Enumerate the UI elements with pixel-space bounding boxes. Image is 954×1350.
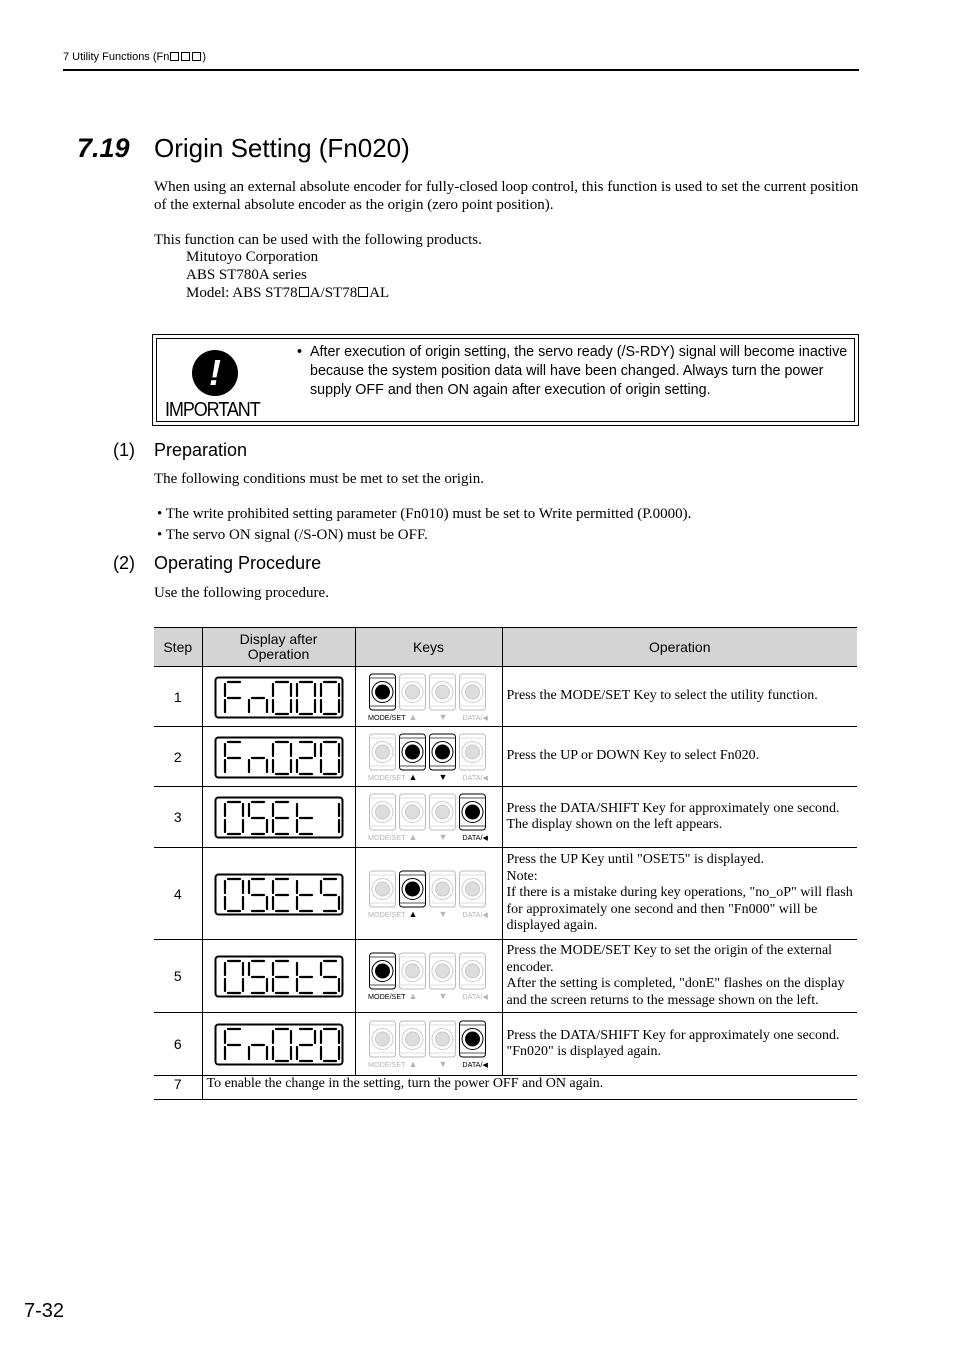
- operation-line: Note:: [506, 868, 538, 884]
- led-display: [214, 871, 344, 917]
- placeholder-box-icon: [192, 52, 201, 61]
- key-label-mode: MODE/SET: [367, 833, 406, 842]
- display-cell: [202, 1013, 355, 1076]
- key-label-data: DATA/◀: [461, 772, 488, 782]
- display-header-line: Display after: [239, 631, 318, 647]
- operator-keypad: [368, 792, 490, 842]
- led-display: [214, 953, 344, 999]
- keys-cell: [355, 848, 502, 940]
- condition-item: • The servo ON signal (/S-ON) must be OFF.: [157, 527, 428, 543]
- key-data-pressed: [459, 794, 485, 830]
- exclamation-icon: !: [192, 350, 238, 396]
- procedure-lead: Use the following procedure.: [154, 585, 329, 601]
- display-digits: [225, 742, 339, 774]
- placeholder-box-icon: [299, 287, 309, 297]
- operation-cell: [502, 727, 857, 787]
- operation-line: Press the MODE/SET Key to set the origin of the external encoder.: [506, 943, 833, 975]
- table-row: [154, 727, 857, 787]
- led-display: [214, 734, 344, 780]
- key-label-up: ▲: [408, 771, 417, 782]
- key-label-data: DATA/◀: [461, 909, 488, 919]
- operation-line: Press the UP Key until "OSET5" is displayed.: [506, 852, 764, 868]
- keys-cell: [355, 940, 502, 1013]
- key-label-down: ▼: [438, 771, 447, 782]
- product-series: ABS ST780A series: [186, 267, 307, 283]
- col-header-step: Step: [154, 628, 202, 667]
- step-number: 6: [154, 1013, 202, 1076]
- operation-line: Press the DATA/SHIFT Key for approximately one second.: [506, 800, 840, 816]
- step-number: 2: [154, 727, 202, 787]
- subsection-title: Preparation: [154, 440, 248, 460]
- header-rule: [63, 69, 859, 71]
- keys-cell: [355, 787, 502, 848]
- key-down: [429, 794, 455, 830]
- operator-keypad: [368, 951, 490, 1001]
- operation-line: Press the UP or DOWN Key to select Fn020.: [506, 748, 760, 764]
- table-row: [154, 940, 857, 1013]
- key-down: [429, 1021, 455, 1057]
- important-label: IMPORTANT: [165, 399, 260, 421]
- key-label-down: ▼: [438, 991, 447, 1001]
- important-inner-frame: [156, 338, 855, 422]
- step-number: 1: [154, 667, 202, 727]
- key-label-data: DATA/◀: [461, 1060, 488, 1069]
- table-row: [154, 667, 857, 727]
- key-data: [459, 953, 485, 989]
- operation-cell: [502, 667, 857, 727]
- key-down: [429, 953, 455, 989]
- key-label-up: ▲: [408, 1059, 417, 1069]
- placeholder-box-icon: [170, 52, 179, 61]
- important-text: [297, 343, 852, 400]
- operation-line: "Fn020" is displayed again.: [506, 1044, 662, 1059]
- key-label-up: ▲: [408, 908, 417, 919]
- important-box: [152, 334, 859, 426]
- table-row: [154, 1013, 857, 1076]
- key-label-down: ▼: [438, 711, 447, 722]
- running-header-text: 7 Utility Functions (Fn: [63, 51, 170, 63]
- keys-cell: [355, 667, 502, 727]
- key-up-pressed: [399, 871, 425, 907]
- subsection-title: Operating Procedure: [154, 553, 322, 573]
- model-mid: A/ST78: [309, 285, 358, 301]
- products-lead: This function can be used with the following products.: [154, 232, 482, 248]
- preparation-lead: The following conditions must be met to set the origin.: [154, 471, 484, 487]
- key-label-up: ▲: [408, 991, 417, 1001]
- table-header-row: [154, 628, 857, 667]
- product-model: [186, 285, 389, 303]
- model-suffix: AL: [369, 285, 390, 301]
- led-display: [214, 1021, 344, 1067]
- operation-cell: [502, 787, 857, 848]
- operation-line: Press the DATA/SHIFT Key for approximately one second.: [506, 1027, 840, 1043]
- key-label-up: ▲: [408, 711, 417, 722]
- model-prefix: Model: ABS ST78: [186, 285, 298, 301]
- keys-cell: [355, 1013, 502, 1076]
- running-header: [63, 51, 206, 63]
- section-number: 7.19: [77, 133, 130, 163]
- key-label-mode: MODE/SET: [367, 992, 406, 1001]
- led-display: [214, 794, 344, 840]
- final-step-text: To enable the change in the setting, turn the power OFF and ON again.: [202, 1076, 857, 1100]
- operation-cell: [502, 848, 857, 940]
- led-display: [214, 674, 344, 720]
- display-cell: [202, 727, 355, 787]
- key-data: [459, 674, 485, 710]
- display-digits: [225, 961, 339, 993]
- key-up: [399, 674, 425, 710]
- step-number: 5: [154, 940, 202, 1013]
- key-data: [459, 871, 485, 907]
- key-label-down: ▼: [438, 1059, 447, 1069]
- running-header-end: ): [202, 51, 207, 63]
- key-label-data: DATA/◀: [461, 833, 488, 842]
- key-label-mode: MODE/SET: [367, 909, 406, 919]
- operation-line: The display shown on the left appears.: [506, 817, 723, 832]
- operation-line: If there is a mistake during key operations, "no_oP" will flash for approximately one second and then "Fn000" will be displayed again.: [506, 885, 853, 934]
- col-header-keys: Keys: [355, 628, 502, 667]
- step-number: 3: [154, 787, 202, 848]
- key-up: [399, 1021, 425, 1057]
- bullet-icon: •: [297, 344, 303, 360]
- col-header-operation: Operation: [502, 628, 857, 667]
- display-digits: [225, 802, 339, 834]
- col-header-display: [202, 628, 355, 667]
- key-label-data: DATA/◀: [461, 712, 488, 722]
- key-down: [429, 674, 455, 710]
- step-number: 4: [154, 848, 202, 940]
- display-digits: [225, 1029, 339, 1061]
- key-label-down: ▼: [438, 832, 447, 842]
- key-up: [399, 794, 425, 830]
- important-body: After execution of origin setting, the servo ready (/S-RDY) signal will become inactive because the system position data will have been changed. Always turn the power supply OFF and then ON again after execution of origin setting.: [310, 344, 848, 398]
- operator-keypad: [368, 732, 490, 782]
- operation-cell: [502, 1013, 857, 1076]
- placeholder-box-icon: [181, 52, 190, 61]
- key-mode-pressed: [369, 953, 395, 989]
- key-data: [459, 734, 485, 770]
- key-down: [429, 871, 455, 907]
- placeholder-box-icon: [358, 287, 368, 297]
- step-number: 7: [154, 1076, 202, 1100]
- key-label-mode: MODE/SET: [367, 772, 406, 782]
- operation-cell: [502, 940, 857, 1013]
- display-cell: [202, 787, 355, 848]
- operation-line: After the setting is completed, "donE" flashes on the display and the screen returns to the message shown on the left.: [506, 976, 845, 1008]
- key-label-down: ▼: [438, 908, 447, 919]
- keys-cell: [355, 727, 502, 787]
- subsection-number: (2): [113, 553, 135, 573]
- key-label-data: DATA/◀: [461, 992, 488, 1001]
- display-header-line: Operation: [247, 646, 310, 662]
- operation-line: Press the MODE/SET Key to select the utility function.: [506, 688, 818, 704]
- display-cell: [202, 667, 355, 727]
- key-data-pressed: [459, 1021, 485, 1057]
- key-up-pressed: [399, 734, 425, 770]
- key-up: [399, 953, 425, 989]
- table-row: [154, 787, 857, 848]
- operator-keypad: [368, 672, 490, 722]
- page-number: 7-32: [24, 1300, 65, 1322]
- display-cell: [202, 940, 355, 1013]
- key-mode: [369, 734, 395, 770]
- procedure-table: [154, 627, 857, 1100]
- section-title: Origin Setting (Fn020): [154, 133, 410, 163]
- key-down-pressed: [429, 734, 455, 770]
- product-maker: Mitutoyo Corporation: [186, 249, 319, 265]
- intro-paragraph: When using an external absolute encoder for fully-closed loop control, this function is used to set the current position of the external absolute encoder as the origin (zero point position).: [154, 179, 859, 213]
- key-mode: [369, 794, 395, 830]
- subsection-number: (1): [113, 440, 135, 460]
- key-label-up: ▲: [408, 832, 417, 842]
- key-label-mode: MODE/SET: [367, 1060, 406, 1069]
- operator-keypad: [368, 869, 490, 919]
- condition-item: • The write prohibited setting parameter (Fn010) must be set to Write permitted (P.0000).: [157, 506, 692, 522]
- key-mode: [369, 1021, 395, 1057]
- key-label-mode: MODE/SET: [367, 712, 406, 722]
- key-mode-pressed: [369, 674, 395, 710]
- display-digits: [225, 879, 339, 911]
- table-row: [154, 848, 857, 940]
- operator-keypad: [368, 1019, 490, 1069]
- key-mode: [369, 871, 395, 907]
- table-row-final: [154, 1076, 857, 1100]
- display-cell: [202, 848, 355, 940]
- display-digits: [225, 682, 339, 714]
